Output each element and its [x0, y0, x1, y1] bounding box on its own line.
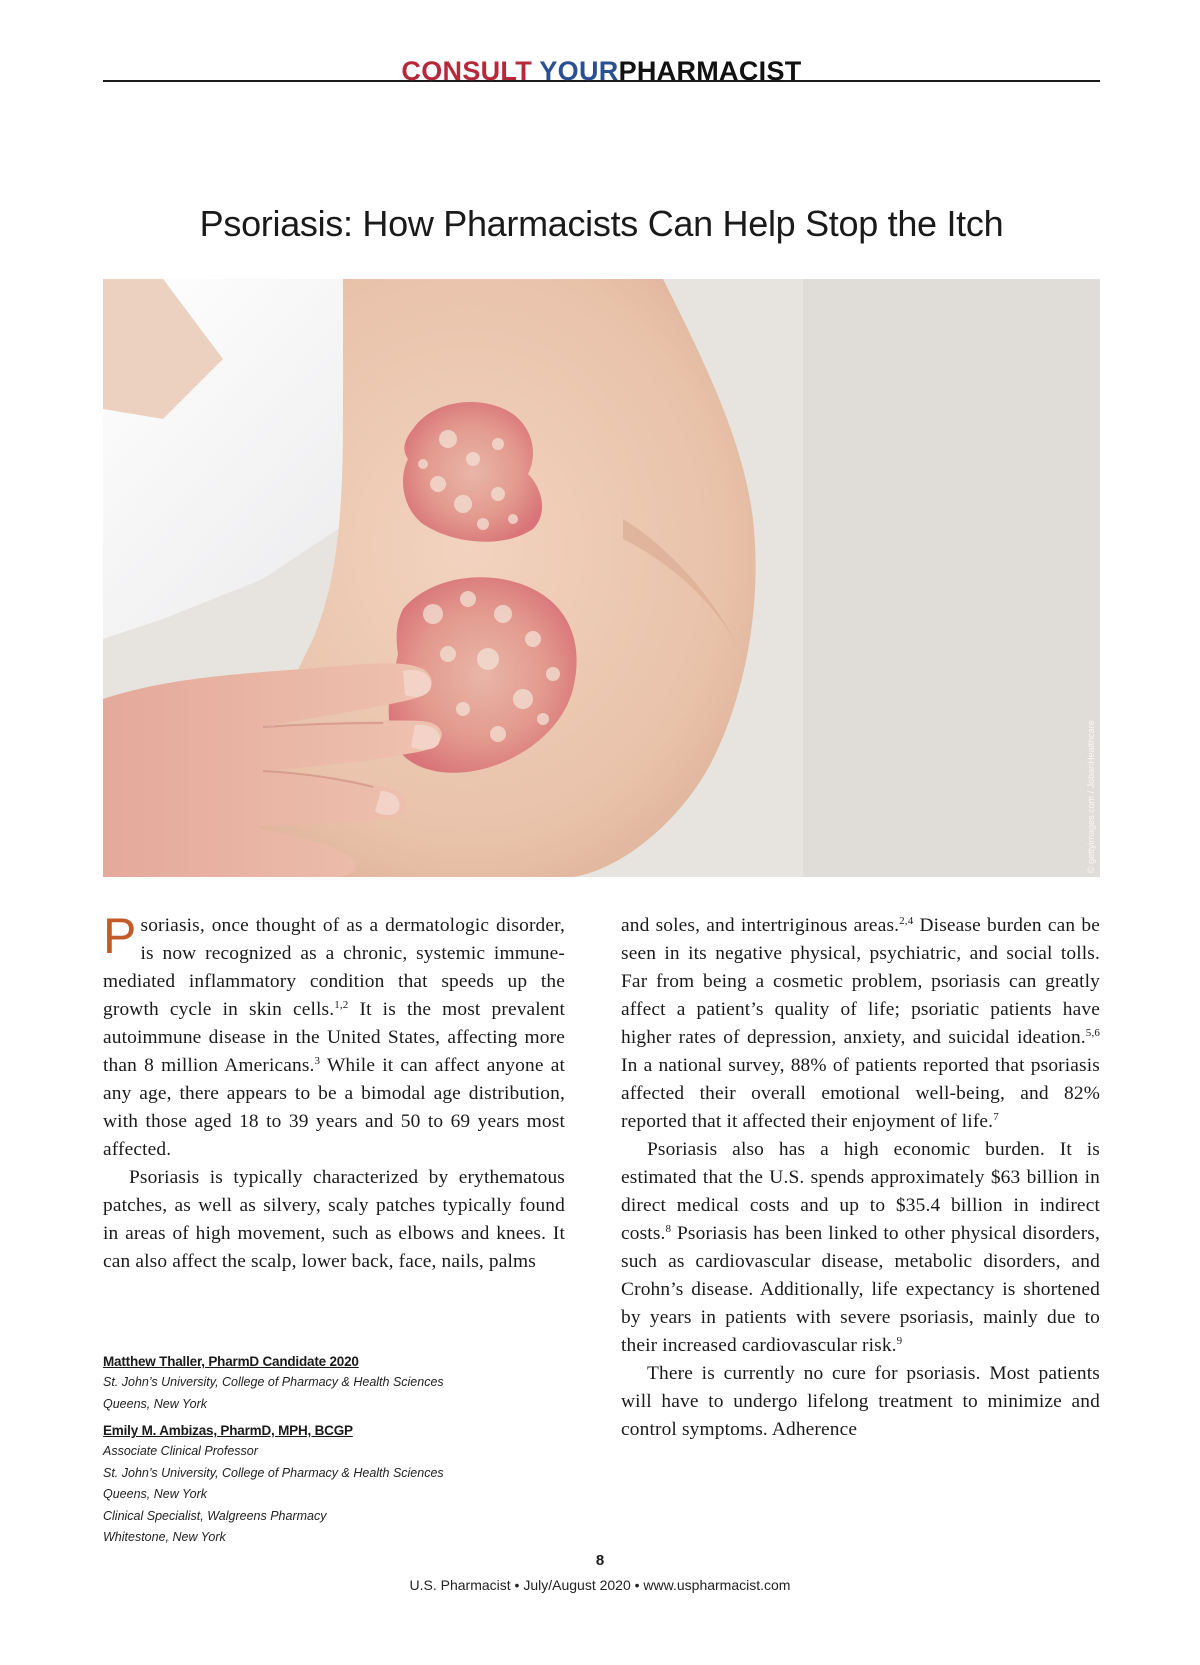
citation: 2,4 — [899, 915, 914, 927]
body-paragraph — [103, 908, 565, 1164]
author-affiliation: Queens, New York — [103, 1487, 207, 1501]
body-paragraph: Psoriasis is typically characterized by erythematous patches, as well as silvery, scaly patches typically found in areas of high movement, such as elbows and knees. It can also affect the scalp, lower back, face, nails, palms — [103, 1167, 565, 1272]
paragraph-text: Disease burden can be seen in its negative physical, psychiatric, and social tolls. Far from being a cosmetic problem, psoriasis can greatly affect a patient’s quality of life; psoriatic patients have higher rates of depression, anxiety, and suicidal ideation. — [621, 915, 1100, 1048]
body-paragraph — [621, 912, 1100, 1136]
image-credit: © gettyimages.com / JobanHealthcare — [1086, 720, 1096, 873]
author-affiliation: Queens, New York — [103, 1396, 207, 1411]
paragraph-text: soriasis, once thought of as a dermatologic disorder, is now recognized as a chronic, systemic immune-mediated inflammatory condition that speeds up the growth cycle in skin cells. — [103, 915, 565, 1020]
body-paragraph: There is currently no cure for psoriasis. Most patients will have to undergo lifelong treatment to minimize and control symptoms. Adherence — [621, 1363, 1100, 1440]
author-affiliation: Whitestone, New York — [103, 1530, 226, 1544]
citation: 7 — [993, 1111, 999, 1123]
paragraph-text: and soles, and intertriginous areas. — [621, 915, 900, 936]
drop-cap: P — [103, 908, 137, 964]
author-name: Emily M. Ambizas, PharmD, MPH, BCGP — [103, 1423, 353, 1438]
page-number: 8 — [595, 1552, 605, 1569]
author-affiliation: St. John’s University, College of Pharmacy & Health Sciences — [103, 1375, 444, 1389]
author-block — [103, 1421, 565, 1549]
citation: 8 — [665, 1223, 672, 1235]
paragraph-text: Psoriasis also has a high economic burden. It is estimated that the U.S. spends approximately $63 billion in direct medical costs and up to $35.4 billion in indirect costs. — [621, 1139, 1100, 1244]
citation: 5,6 — [1085, 1027, 1100, 1039]
section-title — [103, 56, 1100, 86]
paragraph-text: Psoriasis has been linked to other physical disorders, such as cardiovascular disease, metabolic disorders, and Crohn’s disease. Additionally, life expectancy is shortened by years in patients with severe psoriasis, mainly due to their increased cardiovascular risk. — [621, 1223, 1100, 1356]
author-name: Matthew Thaller, PharmD Candidate 2020 — [103, 1354, 359, 1369]
body-column-right — [621, 912, 1100, 1444]
article-photo — [103, 279, 1100, 877]
section-title-your: YOUR — [539, 56, 619, 86]
body-paragraph — [621, 1136, 1100, 1360]
psoriasis-elbow-illustration — [103, 279, 1100, 877]
paragraph-text: In a national survey, 88% of patients reported that psoriasis affected their overall emotional well-being, and 82% reported that it affected their enjoyment of life. — [621, 1055, 1100, 1132]
section-title-pharmacist: PHARMACIST — [618, 56, 802, 86]
citation: 9 — [896, 1335, 903, 1347]
author-affiliation: Clinical Specialist, Walgreens Pharmacy — [103, 1508, 327, 1523]
body-column-left — [103, 908, 565, 1276]
citation: 1,2 — [334, 999, 349, 1011]
image-credit-wrap — [1084, 683, 1098, 873]
paragraph-text: While it can affect anyone at any age, there appears to be a bimodal age distribution, with those aged 18 to 39 years and 50 to 69 years most affected. — [103, 1055, 565, 1160]
article-title: Psoriasis: How Pharmacists Can Help Stop the Itch — [199, 203, 1004, 244]
paragraph-text: It is the most prevalent autoimmune disease in the United States, affecting more than 8 million Americans. — [103, 999, 565, 1076]
psoriasis-plaque-upper — [403, 402, 542, 542]
author-block — [103, 1352, 565, 1415]
author-affiliation: St. John’s University, College of Pharmacy & Health Sciences — [103, 1465, 444, 1480]
author-affiliation: Associate Clinical Professor — [103, 1444, 258, 1458]
author-credits — [103, 1352, 565, 1549]
section-title-consult: CONSULT — [401, 56, 533, 86]
magazine-header — [103, 52, 1100, 86]
page-footer: U.S. Pharmacist • July/August 2020 • www.uspharmacist.com — [409, 1577, 791, 1593]
citation: 3 — [314, 1055, 321, 1067]
